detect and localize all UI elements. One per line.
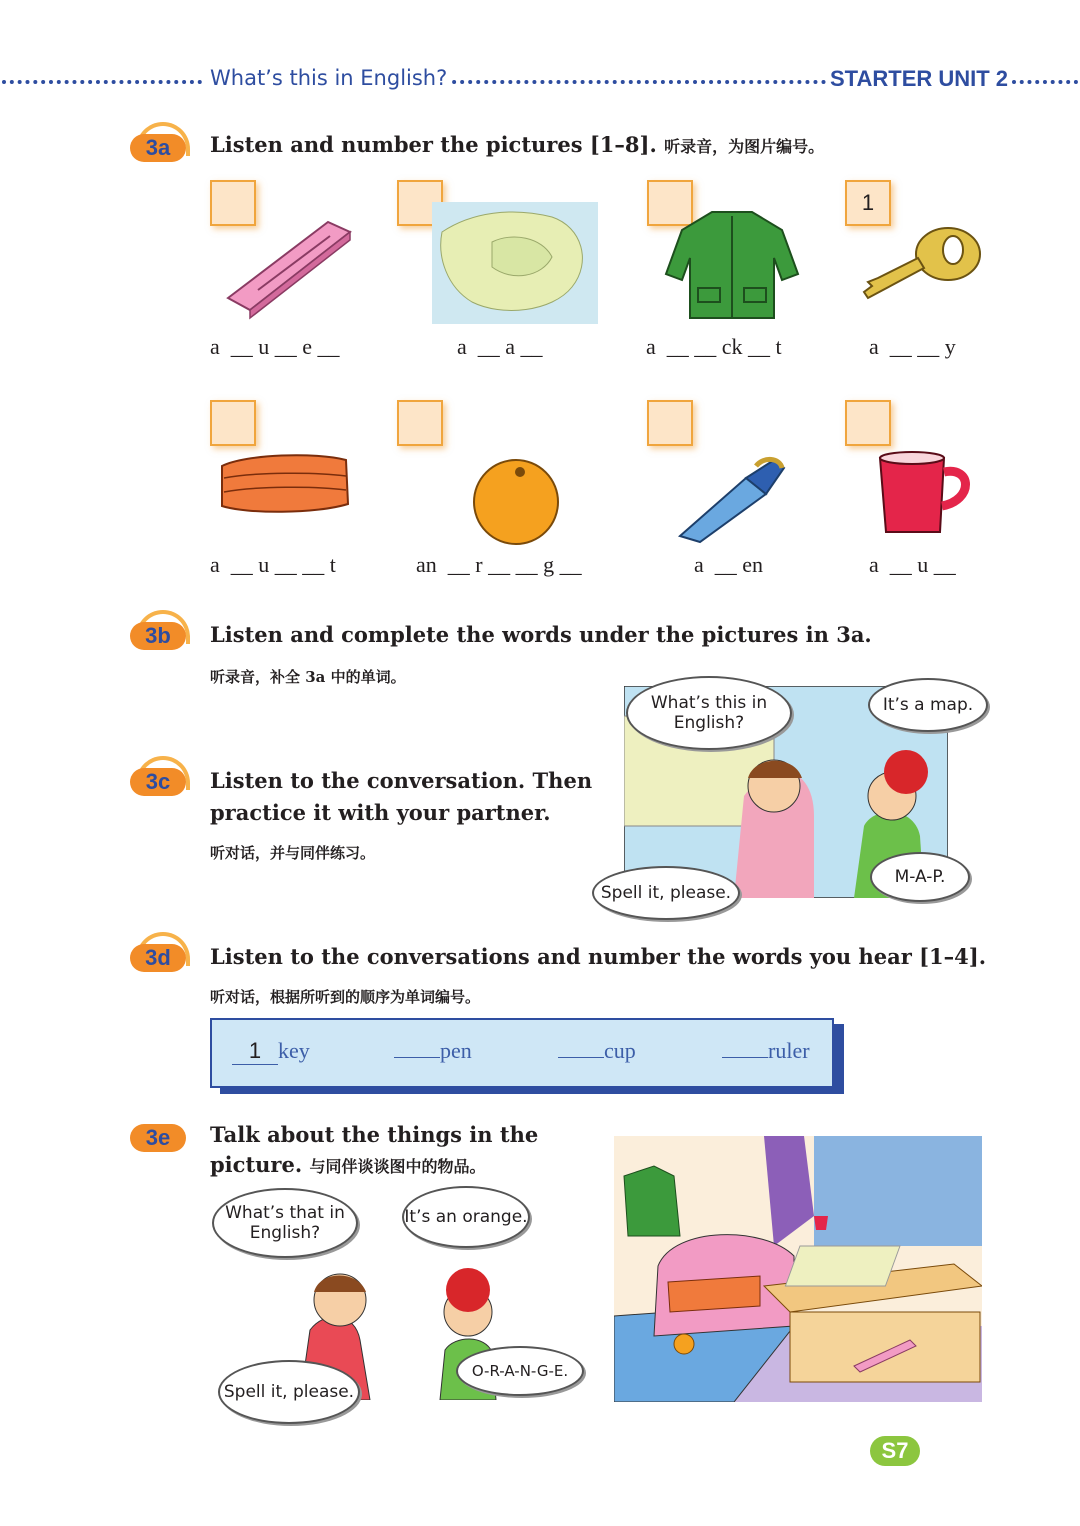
pattern-pen[interactable]: a __ en (694, 552, 764, 577)
word-list-box (210, 1018, 834, 1088)
word-label-cup: cup (604, 1038, 636, 1063)
word-label-pen: pen (440, 1038, 472, 1063)
number-box-quilt[interactable] (210, 400, 256, 446)
pen-picture (676, 456, 788, 544)
speech-bubble-letters-3c: M-A-P. (870, 852, 970, 902)
ruler-picture (218, 210, 358, 320)
number-box-orange[interactable] (397, 400, 443, 446)
quilt-picture (216, 448, 352, 518)
page-number: S7 (870, 1436, 920, 1466)
word-item-cup[interactable] (558, 1038, 636, 1064)
room-picture (614, 1136, 982, 1402)
speech-bubble-spell-3e: Spell it, please. (218, 1360, 360, 1424)
word-item-ruler[interactable] (722, 1038, 810, 1064)
map-picture (432, 202, 598, 324)
title-3e-zh: 与同伴谈谈图中的物品。 (309, 1157, 486, 1176)
pattern-orange[interactable]: an __ r __ __ g __ (416, 552, 582, 577)
pattern-key[interactable]: a __ __ y (869, 334, 956, 359)
jacket-picture (662, 206, 802, 324)
word-item-pen[interactable] (394, 1038, 472, 1064)
word-label-key: key (278, 1038, 310, 1063)
running-header (0, 62, 1080, 102)
pattern-ruler[interactable]: a __ u __ e __ (210, 334, 340, 359)
pattern-jacket[interactable]: a __ __ ck __ t (646, 334, 782, 359)
key-picture (858, 216, 986, 308)
header-unit-label: STARTER UNIT 2 (826, 66, 1012, 92)
pattern-quilt[interactable]: a __ u __ __ t (210, 552, 336, 577)
title-3d-zh: 听对话，根据所听到的顺序为单词编号。 (210, 988, 481, 1006)
cup-picture (876, 450, 976, 538)
speech-bubble-answer-3e: It’s an orange. (402, 1186, 530, 1248)
badge-3c: 3c (130, 756, 184, 800)
pattern-cup[interactable]: a __ u __ (869, 552, 956, 577)
speech-bubble-question-3c: What’s this in English? (626, 676, 792, 750)
word-number-ruler[interactable] (722, 1057, 768, 1058)
title-3e-line1: Talk about the things in the (210, 1122, 539, 1147)
speech-bubble-question-3e: What’s that in English? (212, 1188, 358, 1258)
title-3b-zh: 听录音，补全 3a 中的单词。 (210, 668, 406, 686)
header-unit-topic: What’s this in English? (206, 66, 451, 90)
speech-bubble-letters-3e: O-R-A-N-G-E. (456, 1346, 584, 1396)
word-number-pen[interactable] (394, 1057, 440, 1058)
badge-3a: 3a (130, 122, 184, 166)
word-label-ruler: ruler (768, 1038, 810, 1063)
title-3c-line1: Listen to the conversation. Then (210, 768, 593, 793)
title-3c-line2: practice it with your partner. (210, 800, 551, 825)
badge-3e: 3e (130, 1112, 184, 1156)
speech-bubble-spell-3c: Spell it, please. (592, 866, 740, 920)
header-dots-left (2, 80, 202, 84)
word-number-cup[interactable] (558, 1057, 604, 1058)
orange-picture (470, 454, 564, 546)
pattern-map[interactable]: a __ a __ (457, 334, 543, 359)
title-3c-zh: 听对话，并与同伴练习。 (210, 844, 376, 862)
word-number-key[interactable]: 1 (232, 1038, 278, 1065)
title-3e-line2: picture. 与同伴谈谈图中的物品。 (210, 1152, 486, 1177)
badge-3d: 3d (130, 932, 184, 976)
word-item-key[interactable] (232, 1038, 310, 1065)
title-3d: Listen to the conversations and number the words you hear [1–4]. (210, 944, 987, 969)
number-box-cup[interactable] (845, 400, 891, 446)
header-dots-right (1012, 80, 1078, 84)
title-3a: Listen and number the pictures [1–8]. 听录音，为图片编号。 (210, 132, 825, 157)
number-box-pen[interactable] (647, 400, 693, 446)
header-dots-middle (420, 80, 826, 84)
title-3b: Listen and complete the words under the pictures in 3a. (210, 622, 872, 647)
badge-3b: 3b (130, 610, 184, 654)
number-box-key[interactable]: 1 (845, 180, 891, 226)
speech-bubble-answer-3c: It’s a map. (868, 678, 988, 732)
